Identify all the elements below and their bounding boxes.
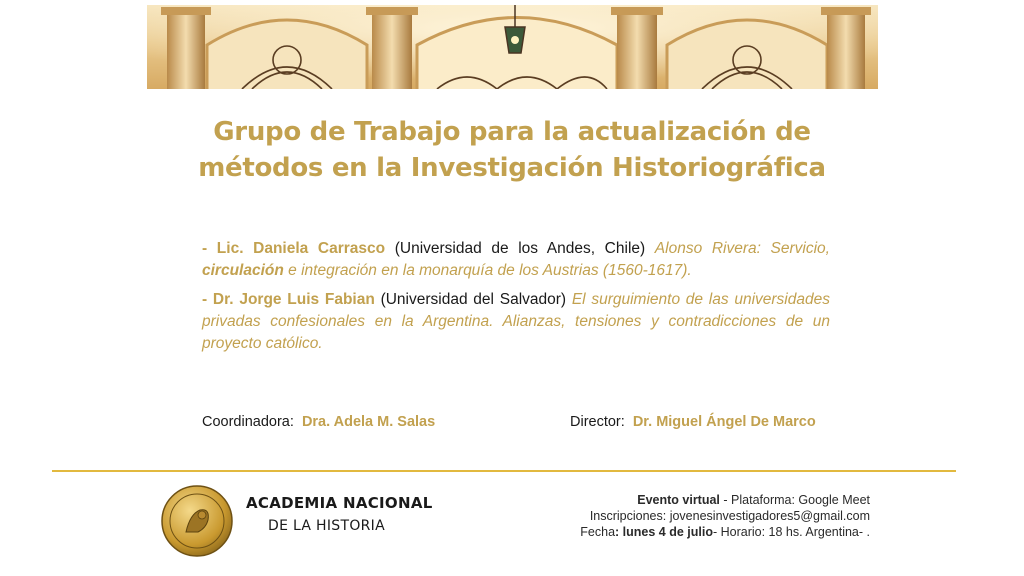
coordinator-label: Coordinadora: [202,414,294,430]
speakers-list [202,238,830,362]
title-line-1: Grupo de Trabajo para la actualización de [213,117,811,147]
speaker-affiliation: (Universidad de los Andes, Chile) [385,240,655,257]
director-label: Director: [570,414,625,430]
footer-divider [52,470,956,472]
coordinator-name: Dra. Adela M. Salas [301,414,436,430]
academy-name [246,494,433,534]
event-platform [580,492,870,508]
talk-title-rest: e integración en la monarquía de los Austrias (1560-1617). [283,262,692,279]
entry-prefix: - [202,291,213,308]
academy-name-line-1: ACADEMIA NACIONAL [246,494,433,512]
speaker-affiliation: (Universidad del Salvador) [374,291,572,308]
event-date [580,524,870,540]
director [570,414,816,430]
entry-prefix: - [202,240,217,257]
director-name: Dr. Miguel Ángel De Marco [632,414,816,430]
header-banner-image [147,5,878,89]
date-value: : lunes 4 de julio [615,525,713,539]
date-time: - Horario: 18 hs. Argentina- . [712,525,870,539]
speaker-name: Dr. Jorge Luis Fabian [212,291,375,308]
title-line-2: métodos en la Investigación Historiográfica [198,153,826,183]
coordinator [202,414,435,430]
event-type: Evento virtual [637,493,720,507]
talk-title: El surguimiento de las universidades privadas confesionales en la Argentina. Alianzas, tensiones y contradicciones de un proyecto católico. [202,291,830,352]
date-label: Fecha [580,525,616,539]
academy-seal-logo [160,484,234,558]
speaker-entry [202,238,830,282]
academy-name-line-2: DE LA HISTORIA [268,518,385,534]
event-platform-text: - Plataforma: Google Meet [719,493,870,507]
event-details [580,492,870,540]
event-inscriptions: Inscripciones: jovenesinvestigadores5@gmail.com [589,509,870,523]
page-title [140,114,884,186]
speaker-entry [202,289,830,355]
speaker-name: Lic. Daniela Carrasco [216,240,386,257]
talk-title-bold: circulación [202,262,284,279]
talk-title: Alonso Rivera: Servicio, [654,240,830,257]
